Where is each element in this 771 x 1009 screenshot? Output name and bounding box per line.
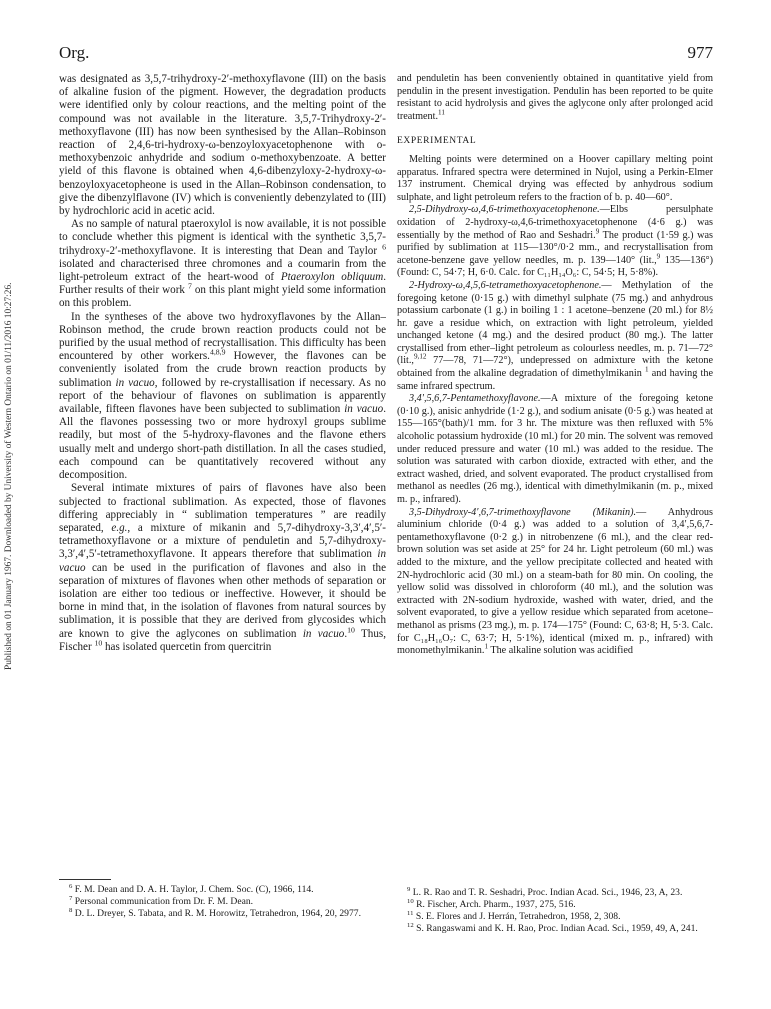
paragraph: was designated as 3,5,7-trihydroxy-2′-methoxyflavone (III) on the basis of alkaline fusion of the pigment. However, the degradation products were identified only by colour reactions, and the melting point of the compound was not available in the literature. 3,5,7-Trihydroxy-2′-methoxyflavone (III) has now been synthesised by the Allan–Robinson reaction of 2,4,6-tri-hydroxy-ω-benzoyloxyacetophenone with o-methoxybenzoic anhydride and sodium o-methoxybenzoate. A better yield of this flavone is obtained when 4,6-dibenzyloxy-2-hydroxy-ω-benzoyloxyacetopheone is used in the Allan–Robinson condensation, to give the dibenzylflavone (IV) which is conveniently debenzylated to (III) by hydrochloric acid in acetic acid.	[59, 73, 386, 218]
footnote: $^8$ D. L. Dreyer, S. Tabata, and R. M. Horowitz, Tetrahedron, 1964, 20, 2977.	[69, 906, 361, 919]
footnote: $^7$ Personal communication from Dr. F. M. Dean.	[69, 894, 254, 907]
journal-name: Org.	[59, 43, 90, 62]
paragraph: In the syntheses of the above two hydroxyflavones by the Allan–Robinson method, the crude brown reaction products could not be purified by the usual method of recrystallisation. This difficulty has been encountered by other workers.$^{4,8,9}$ However, the flavones can be conveniently isolated from the crude brown reaction products by sublimation in vacuo, followed by re-crystallisation if necessary. As no report of the behaviour of flavones on sublimation is apparently available, fifteen flavones have been subjected to sublimation in vacuo. All the flavones possessing two or more hydroxyl groups sublime readily, but most of the 5-hydroxy-flavones and the flavone ethers usually melt and undergo short-path distillation. In all the cases studied, each compound can be quantitatively recovered without any decomposition.	[59, 310, 386, 482]
paragraph: 2-Hydroxy-ω,4,5,6-tetramethoxyacetophenone.— Methylation of the foregoing ketone (0·15 g.) with dimethyl sulphate (75 mg.) and anhydrous potassium carbonate (1 g.) in boiling 1 : 1 acetone–benzene (20 ml.) for 8½ hr. gave a residue which, on extraction with light petroleum, yielded unchanged ketone (4 mg.) and the desired product (80 mg.). The latter crystallised from ether–light petroleum as colourless needles, m. p. 71—72° (lit.,$^{9,12}$ 77—78, 71—72°), undepressed on admixture with the ketone obtained from the alkaline degradation of dimethylmikanin $^1$ and having the same infrared spectrum.	[397, 279, 713, 392]
paragraph: 2,5-Dihydroxy-ω,4,6-trimethoxyacetophenone.—Elbs persulphate oxidation of 2-hydroxy-ω,4,6-trimethoxyacetophenone (4·6 g.) was essentially by the method of Rao and Seshadri.$^9$ The product (1·59 g.) was purified by sublimation at 115—130°/0·2 mm., and recrystallisation from acetone-benzene gave yellow needles, m. p. 139—140° (lit.,$^9$ 135—136°) (Found: C, 54·7; H, 6·0. Calc. for C₁₁H₁₄O₆: C, 54·5; H, 5·8%).	[397, 204, 713, 279]
paragraph: Several intimate mixtures of pairs of flavones have also been subjected to fractional sublimation. As expected, those of flavones differing appreciably in “ sublimation temperatures ” are readily separated, e.g., a mixture of mikanin and 5,7-dihydroxy-3,3′,4′,5′-tetramethoxyflavone or a mixture of penduletin and 5,7-dihydroxy-3,3′,4′,5′-tetramethoxyflavone. It appears therefore that sublimation in vacuo can be used in the purification of flavones and also in the separation of mixtures of flavones when other methods of separation or isolation are either too tedious or ineffective. However, it should be borne in mind that, in the isolation of flavones from natural sources by sublimation, it is possible that they are derived from glycosides which are known to give the aglycones on sublimation in vacuo.$^{10}$ Thus, Fischer $^{10}$ has isolated quercetin from quercitrin	[59, 482, 386, 653]
footnote: $^{12}$ S. Rangaswami and K. H. Rao, Proc. Indian Acad. Sci., 1959, 49, A, 241.	[407, 921, 698, 934]
footnotes-left	[59, 879, 386, 920]
footnotes-right	[397, 887, 713, 935]
footnote: $^{10}$ R. Fischer, Arch. Pharm., 1937, 275, 516.	[407, 897, 576, 910]
right-column	[397, 73, 713, 923]
page-header	[59, 43, 713, 63]
paragraph: Melting points were determined on a Hoover capillary melting point apparatus. Infrared spectra were determined in Nujol, using a Perkin-Elmer 137 instrument. Chemical drying was effected by anhydrous sodium sulphate, and light petroleum refers to the fraction of b. p. 40—60°.	[397, 153, 713, 203]
footnote: $^6$ F. M. Dean and D. A. H. Taylor, J. Chem. Soc. (C), 1966, 114.	[69, 882, 314, 895]
paragraph: As no sample of natural ptaeroxylol is now available, it is not possible to conclude whether this pigment is identical with the synthetic 3,5,7-trihydroxy-2′-methoxyflavone. It is interesting that Dean and Taylor $^6$ isolated and characterised three chromones and a coumarin from the light-petroleum extract of the heart-wood of Ptaeroxylon obliquum. Further results of their work $^7$ on this plant might yield some information on this problem.	[59, 218, 386, 310]
download-watermark: Published on 01 January 1967. Downloaded by University of Western Ontario on 01/11/2016 10:27:26.	[4, 282, 14, 670]
footnote-rule	[59, 879, 111, 880]
section-heading: EXPERIMENTAL	[397, 136, 477, 147]
footnote: $^{11}$ S. E. Flores and J. Herrán, Tetrahedron, 1958, 2, 308.	[407, 909, 621, 922]
paragraph: 3,5-Dihydroxy-4′,6,7-trimethoxyflavone (Mikanin).— Anhydrous aluminium chloride (0·4 g.) was added to a solution of 3,4′,5,6,7-pentamethoxyflavone (0·2 g.) in nitrobenzene (6 ml.), and the clear red-brown solution was set aside at 25° for 24 hr. Light petroleum (60 ml.) was added to the mixture, and the yellow precipitate collected and heated with 2N-hydrochloric acid (30 ml.) on a steam-bath for 80 min. On cooling, the yellow solid was dissolved in chloroform (40 ml.), and the solution was extracted with 2N-sodium hydroxide, washed with water, dried, and the solvent evaporated, to give a yellow residue which separated from acetone–methanol as prisms (23 mg.), m. p. 174—175° (Found: C, 63·8; H, 5·3. Calc. for C₁₈H₁₆O₇: C, 63·7; H, 5·1%), identical (mixed m. p., infrared) with monomethylmikanin.$^1$ The alkaline solution was acidified	[397, 506, 713, 657]
page-number: 977	[687, 43, 713, 62]
paragraph: and penduletin has been conveniently obtained in quantitative yield from pendulin in the present investigation. Pendulin has been reported to be quite resistant to acid hydrolysis and gives the aglycone only after prolonged acid treatment.$^{11}$	[397, 73, 713, 122]
left-column	[59, 73, 386, 923]
paragraph: 3,4′,5,6,7-Pentamethoxyflavone.—A mixture of the foregoing ketone (0·10 g.), anisic anhydride (1·2 g.), and sodium anisate (0·5 g.) was heated at 155—165°(bath)/1 mm. for 3 hr. The mixture was then refluxed with 5% alcoholic potassium hydroxide (10 ml.) for 20 min. The solvent was removed under reduced pressure and water (10 ml.) was added to the residue. The solution was saturated with carbon dioxide, extracted with ether, and the extract washed, dried, and solvent evaporated. The product crystallised from methanol as needles (26 mg.), identical with dimethylmikanin (m. p., mixed m. p., infrared).	[397, 393, 713, 505]
footnote: $^9$ L. R. Rao and T. R. Seshadri, Proc. Indian Acad. Sci., 1946, 23, A, 23.	[407, 885, 683, 898]
